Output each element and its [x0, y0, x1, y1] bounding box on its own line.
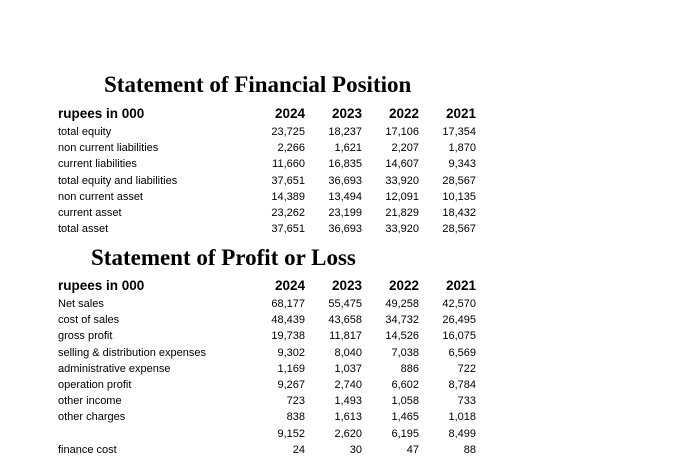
row-value: 16,075 — [442, 330, 476, 343]
row-label: other income — [58, 395, 122, 408]
row-value: 723 — [286, 395, 305, 408]
row-value: 838 — [286, 411, 305, 424]
row-value: 2,620 — [334, 427, 362, 440]
row-value: 55,475 — [328, 298, 362, 311]
table-row — [58, 312, 476, 328]
row-value: 14,526 — [385, 330, 419, 343]
row-value: 16,835 — [328, 158, 362, 171]
year-header: 2023 — [331, 106, 362, 121]
row-value: 1,037 — [334, 362, 362, 375]
table-row — [58, 173, 476, 189]
year-header: 2023 — [331, 278, 362, 293]
table-row — [58, 156, 476, 172]
table-row — [58, 189, 476, 205]
row-value: 30 — [349, 443, 362, 456]
row-value: 1,058 — [391, 395, 419, 408]
table-row — [58, 426, 476, 442]
row-label: non current liabilities — [58, 142, 159, 155]
row-value: 8,040 — [334, 346, 362, 359]
header-row — [58, 103, 476, 124]
row-value: 10,135 — [442, 190, 476, 203]
row-value: 14,607 — [385, 158, 419, 171]
row-value: 24 — [292, 443, 305, 456]
row-label: cost of sales — [58, 314, 120, 327]
row-label: total asset — [58, 223, 109, 236]
row-label: current liabilities — [58, 158, 137, 171]
row-value: 9,267 — [277, 379, 305, 392]
row-value: 11,817 — [329, 330, 362, 343]
row-value: 1,613 — [334, 411, 362, 424]
table-row — [58, 393, 476, 409]
row-value: 36,693 — [328, 223, 362, 236]
row-value: 17,106 — [385, 126, 419, 139]
title-financial-position: Statement of Financial Position — [104, 72, 412, 97]
table-row — [58, 296, 476, 312]
row-label: selling & distribution expenses — [58, 346, 206, 359]
year-header: 2022 — [388, 278, 419, 293]
row-label — [58, 426, 248, 442]
row-label: finance cost — [58, 443, 117, 456]
row-value: 33,920 — [385, 223, 419, 236]
row-value: 733 — [457, 395, 476, 408]
table-row — [58, 221, 476, 237]
year-header: 2024 — [274, 278, 305, 293]
row-value: 42,570 — [442, 298, 476, 311]
table-row — [58, 442, 476, 458]
row-value: 6,569 — [448, 346, 476, 359]
row-value: 37,651 — [271, 174, 305, 187]
row-value: 1,870 — [448, 142, 476, 155]
row-label: non current asset — [58, 190, 143, 203]
row-value: 47 — [406, 443, 419, 456]
row-value: 7,038 — [391, 346, 419, 359]
row-value: 23,199 — [328, 207, 362, 220]
row-value: 37,651 — [271, 223, 305, 236]
row-value: 13,494 — [328, 190, 362, 203]
row-label: other charges — [58, 411, 126, 424]
row-value: 23,725 — [271, 126, 305, 139]
row-label: current asset — [58, 207, 122, 220]
row-value: 1,621 — [334, 142, 362, 155]
row-value: 18,237 — [328, 126, 362, 139]
table-row — [58, 328, 476, 344]
year-header: 2024 — [274, 106, 305, 121]
row-value: 23,262 — [271, 207, 305, 220]
row-value: 2,207 — [391, 142, 419, 155]
row-value: 886 — [400, 362, 419, 375]
row-label: total equity — [58, 126, 112, 139]
row-value: 1,169 — [277, 362, 305, 375]
row-value: 19,738 — [271, 330, 305, 343]
row-value: 2,266 — [277, 142, 305, 155]
row-value: 9,302 — [277, 346, 305, 359]
table-row — [58, 124, 476, 140]
row-value: 1,018 — [448, 411, 476, 424]
row-value: 18,432 — [442, 207, 476, 220]
row-value: 17,354 — [442, 126, 476, 139]
row-value: 6,602 — [391, 379, 419, 392]
row-value: 8,499 — [448, 427, 476, 440]
row-label: Net sales — [58, 298, 104, 311]
row-value: 2,740 — [334, 379, 362, 392]
row-value: 88 — [463, 443, 476, 456]
table-row — [58, 140, 476, 156]
table-row — [58, 377, 476, 393]
title-profit-or-loss: Statement of Profit or Loss — [91, 245, 356, 270]
table-row — [58, 205, 476, 221]
row-value: 21,829 — [385, 207, 419, 220]
unit-label: rupees in 000 — [58, 278, 145, 293]
table-row — [58, 409, 476, 425]
row-value: 26,495 — [442, 314, 476, 327]
row-value: 48,439 — [271, 314, 305, 327]
table-row — [58, 345, 476, 361]
row-value: 36,693 — [328, 174, 362, 187]
row-label: total equity and liabilities — [58, 174, 178, 187]
row-value: 28,567 — [442, 223, 476, 236]
row-value: 33,920 — [385, 174, 419, 187]
row-value: 9,152 — [277, 427, 305, 440]
row-value: 722 — [457, 362, 476, 375]
row-value: 49,258 — [385, 298, 419, 311]
header-row — [58, 275, 476, 296]
row-value: 34,732 — [385, 314, 419, 327]
table-financial-position — [58, 103, 476, 237]
table-profit-or-loss — [58, 275, 476, 458]
row-value: 68,177 — [271, 298, 305, 311]
row-value: 28,567 — [442, 174, 476, 187]
row-value: 14,389 — [271, 190, 305, 203]
row-label: administrative expense — [58, 362, 171, 375]
table-row — [58, 361, 476, 377]
row-value: 12,091 — [385, 190, 419, 203]
year-header: 2021 — [445, 106, 476, 121]
row-label: operation profit — [58, 379, 132, 392]
unit-label: rupees in 000 — [58, 106, 145, 121]
row-value: 6,195 — [391, 427, 419, 440]
year-header: 2022 — [388, 106, 419, 121]
row-label: gross profit — [58, 330, 113, 343]
row-value: 9,343 — [448, 158, 476, 171]
row-value: 43,658 — [328, 314, 362, 327]
row-value: 1,493 — [334, 395, 362, 408]
row-value: 1,465 — [391, 411, 419, 424]
row-value: 8,784 — [448, 379, 476, 392]
year-header: 2021 — [445, 278, 476, 293]
row-value: 11,660 — [272, 158, 305, 171]
